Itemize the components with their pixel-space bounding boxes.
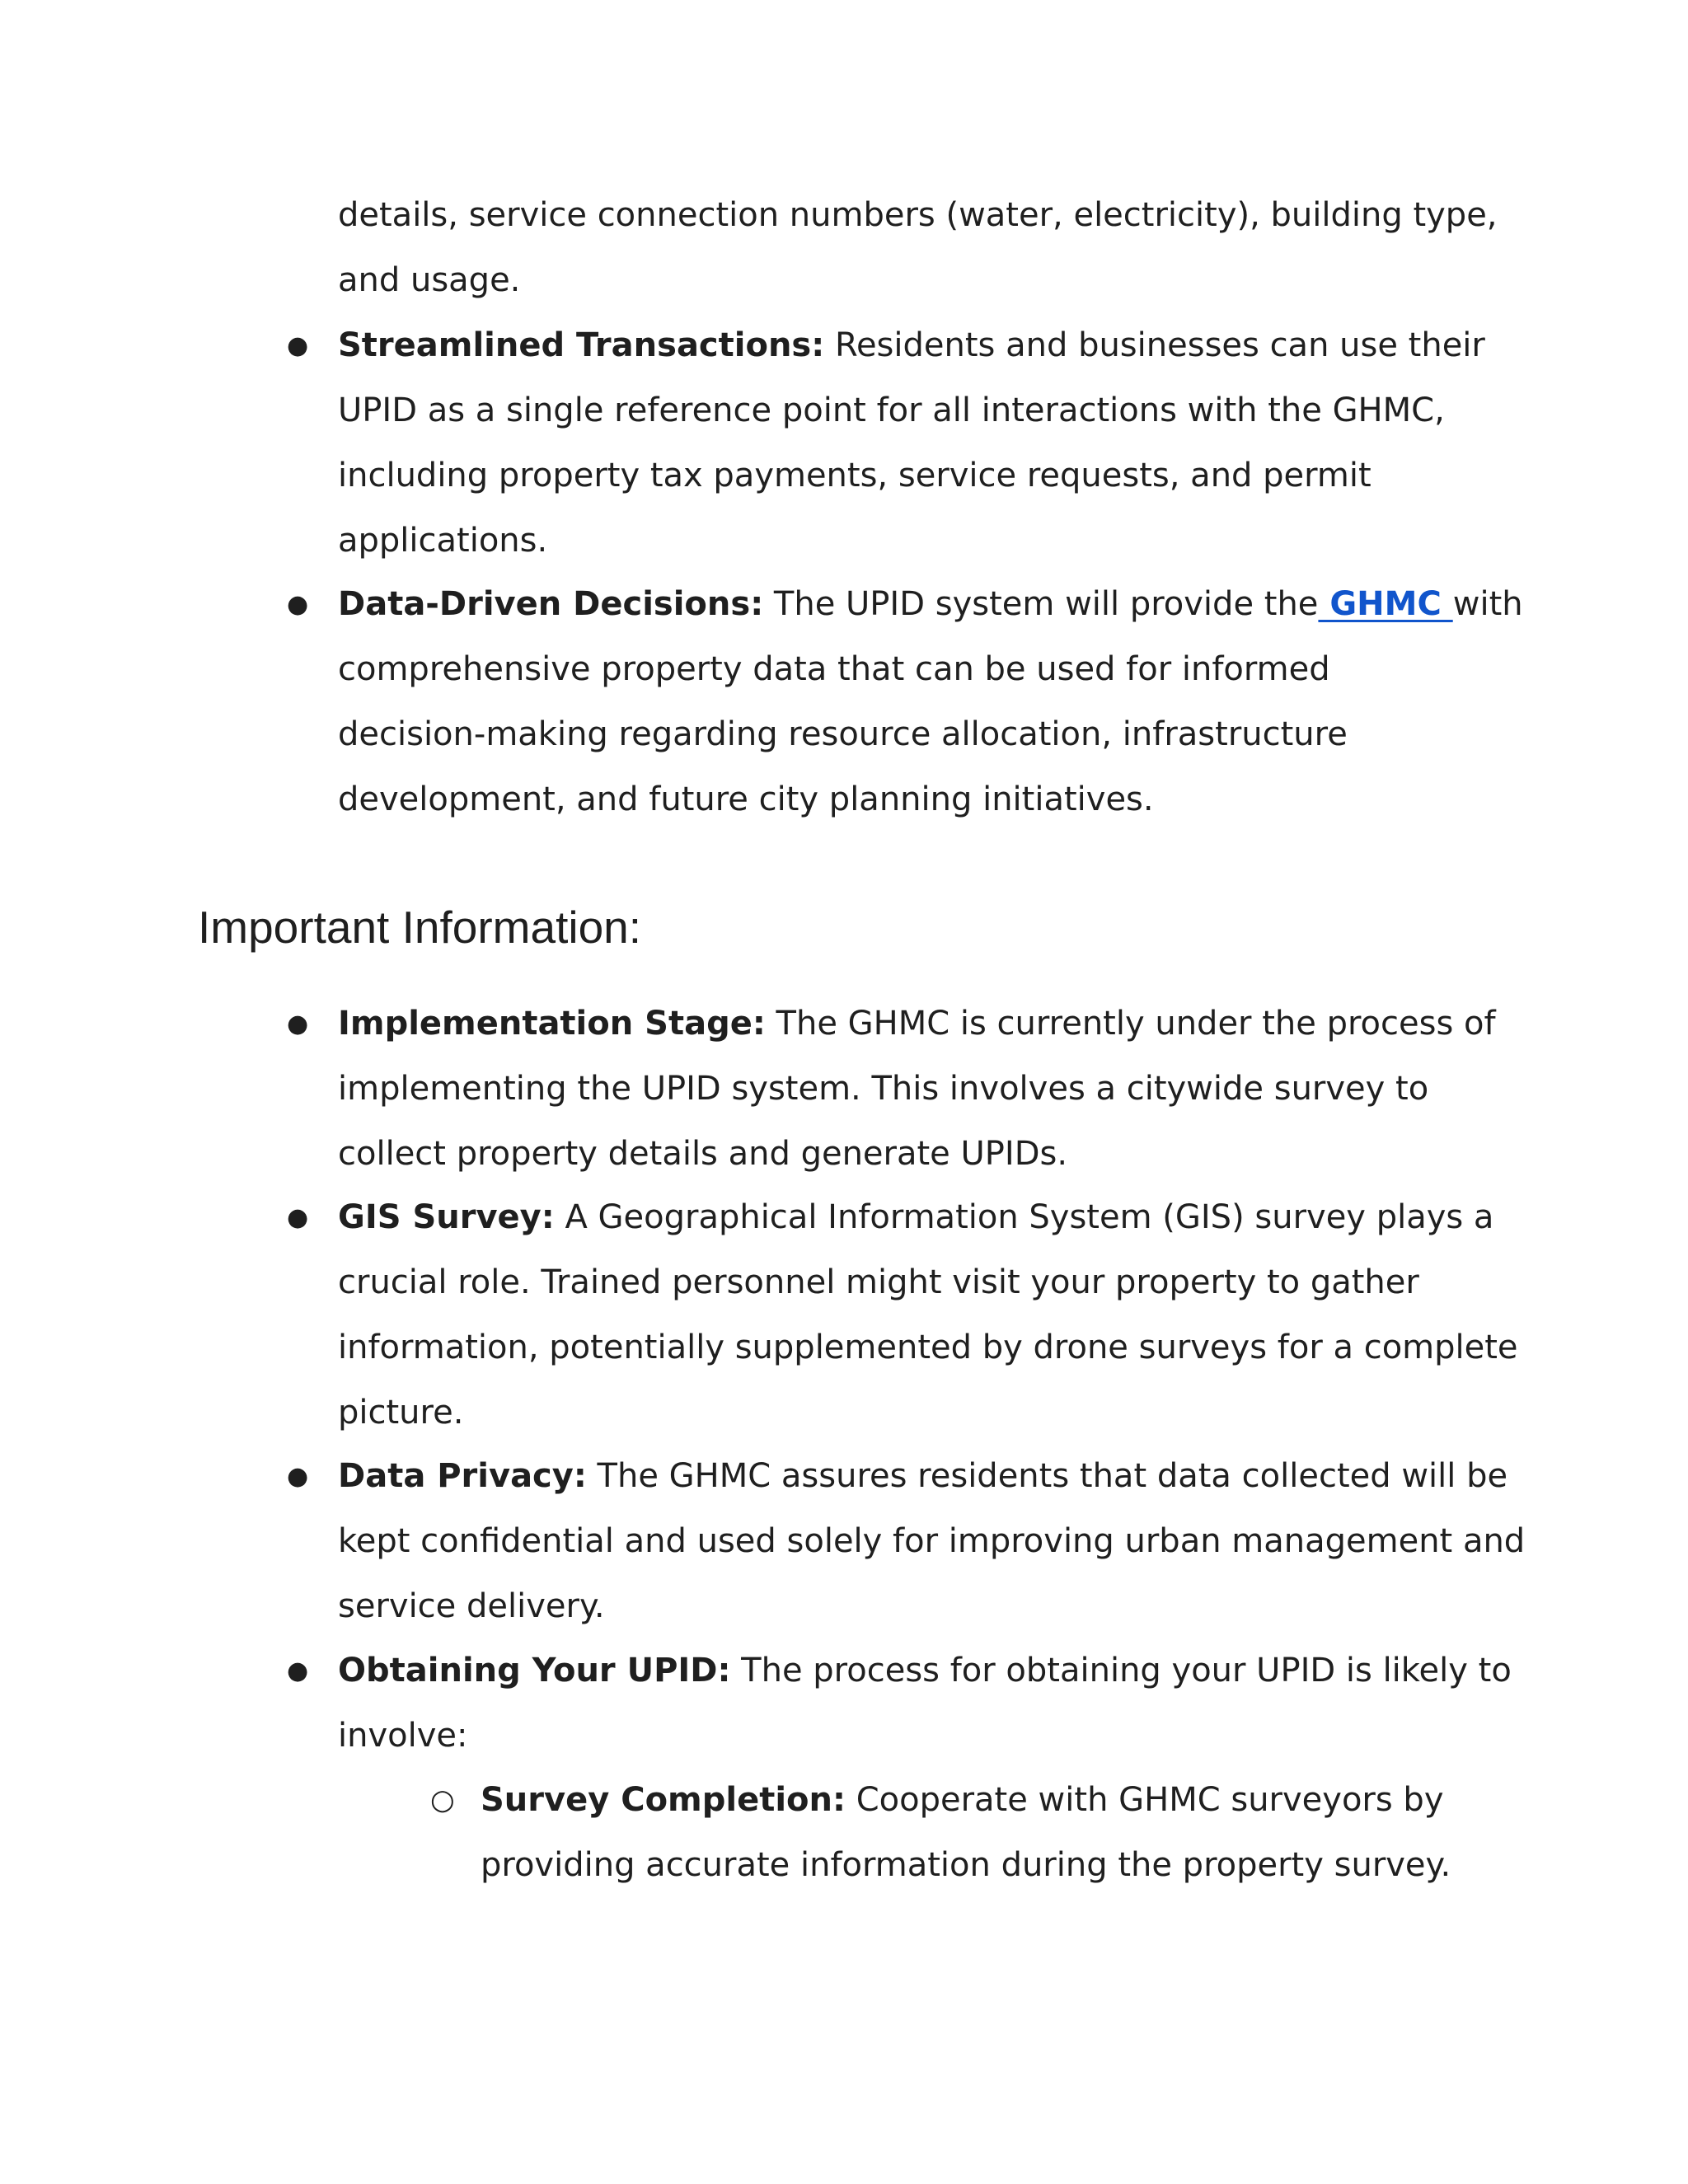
- list-item-data-driven-decisions: [338, 572, 1523, 832]
- list-item-text: with: [1452, 585, 1523, 623]
- list-item-text: A Geographical Information System (GIS) survey plays a: [554, 1198, 1494, 1236]
- list-item-text: Cooperate with GHMC surveyors by: [846, 1781, 1444, 1819]
- bullet-icon: ●: [287, 331, 309, 360]
- list-item-line: picture.: [338, 1394, 464, 1432]
- bullet-icon: ●: [287, 1657, 309, 1685]
- list-item-text: The UPID system will provide the: [763, 585, 1319, 623]
- list-item-title: Obtaining Your UPID:: [338, 1652, 731, 1690]
- hollow-bullet-icon: ○: [430, 1783, 455, 1816]
- intro-line: details, service connection numbers (water, electricity), building type,: [338, 196, 1498, 234]
- list-item-text: The GHMC assures residents that data collected will be: [586, 1457, 1508, 1495]
- list-item-title: Data-Driven Decisions:: [338, 585, 764, 623]
- list-item-line: information, potentially supplemented by drone surveys for a complete: [338, 1329, 1518, 1366]
- list-item-text: The GHMC is currently under the process of: [765, 1005, 1496, 1043]
- list-item-line: decision-making regarding resource allocation, infrastructure: [338, 715, 1348, 753]
- list-item-obtaining-upid: [338, 1638, 1512, 1769]
- list-item-line: involve:: [338, 1717, 468, 1755]
- list-item-line: [338, 1185, 1500, 1250]
- section-heading: Important Information:: [198, 902, 642, 953]
- list-item-line: including property tax payments, service requests, and permit: [338, 457, 1372, 494]
- list-item-line: collect property details and generate UPIDs.: [338, 1135, 1068, 1173]
- list-item-implementation-stage: [338, 991, 1500, 1187]
- bullet-icon: ●: [287, 1010, 309, 1038]
- list-item-line: service delivery.: [338, 1587, 605, 1625]
- list-item-line: providing accurate information during the property survey.: [481, 1846, 1451, 1884]
- list-item-line: UPID as a single reference point for all interactions with the GHMC,: [338, 391, 1445, 429]
- list-item-title: Data Privacy:: [338, 1457, 587, 1495]
- list-item-line: [338, 572, 1523, 637]
- list-item-line: [338, 1444, 1508, 1509]
- list-item-title: Implementation Stage:: [338, 1005, 766, 1043]
- bullet-icon: ●: [287, 1203, 309, 1232]
- ghmc-link[interactable]: GHMC: [1318, 585, 1453, 623]
- list-item-title: GIS Survey:: [338, 1198, 555, 1236]
- list-item-line: [338, 991, 1500, 1057]
- list-item-line: comprehensive property data that can be used for informed: [338, 650, 1330, 688]
- list-item-line: crucial role. Trained personnel might visit your property to gather: [338, 1263, 1419, 1301]
- list-item-data-privacy: [338, 1444, 1526, 1639]
- list-item-line: implementing the UPID system. This involves a citywide survey to: [338, 1070, 1429, 1108]
- bullet-icon: ●: [287, 590, 309, 619]
- list-item-line: kept confidential and used solely for improving urban management and: [338, 1522, 1526, 1560]
- list-item-title: Streamlined Transactions:: [338, 326, 825, 364]
- list-item-title: Survey Completion:: [481, 1781, 846, 1819]
- sub-list-item-survey-completion: [481, 1768, 1511, 1898]
- list-item-line: [481, 1768, 1511, 1833]
- intro-line: and usage.: [338, 261, 521, 299]
- list-item-line: [338, 313, 1500, 378]
- list-item-streamlined-transactions: [338, 313, 1500, 574]
- list-item-text: The process for obtaining your UPID is likely to: [730, 1652, 1512, 1690]
- intro-continuation: [338, 183, 1500, 313]
- list-item-line: [338, 1638, 1512, 1704]
- list-item-line: applications.: [338, 522, 548, 560]
- list-item-line: development, and future city planning initiatives.: [338, 780, 1154, 818]
- list-item-text: Residents and businesses can use their: [824, 326, 1485, 364]
- bullet-icon: ●: [287, 1462, 309, 1491]
- list-item-gis-survey: [338, 1185, 1518, 1446]
